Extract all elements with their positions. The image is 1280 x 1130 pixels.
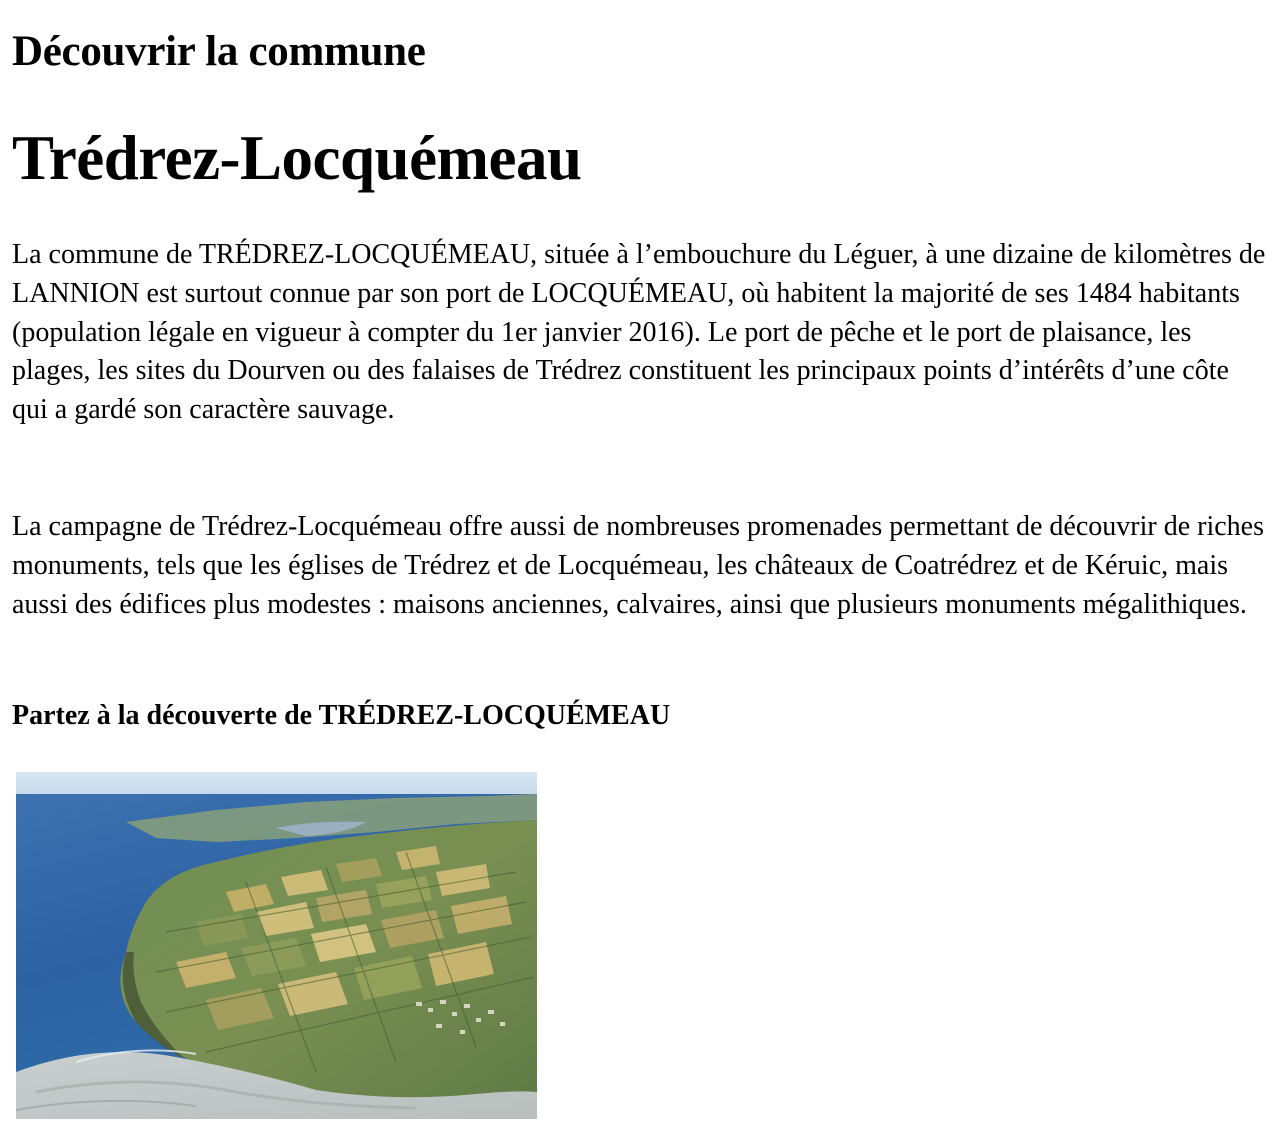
countryside-paragraph: La campagne de Trédrez-Locquémeau offre aussi de nombreuses promenades permettant de découvrir de riches monuments, tels que les églises de Trédrez et de Locquémeau, les châteaux de Coatrédrez et de Kéruic, mais aussi des édifices plus modestes : maisons anciennes, calvaires, ainsi que plusieurs monuments mégalithiques. (12, 511, 1264, 620)
discover-heading: Partez à la découverte de TRÉDREZ-LOCQUÉMEAU (12, 700, 671, 731)
intro-paragraph: La commune de TRÉDREZ-LOCQUÉMEAU, située à l’embouchure du Léguer, à une dizaine de kilomètres de LANNION est surtout connue par son port de LOCQUÉMEAU, où habitent la majorité de ses 1484 habitants (population légale en vigueur à compter du 1er janvier 2016). Le port de pêche et le port de plaisance, les plages, les sites du Dourven ou des falaises de Trédrez constituent les principaux points d’intérêts d’une côte qui a gardé son caractère sauvage. (12, 239, 1266, 426)
aerial-coastline-photo (16, 772, 537, 1119)
section-title: Découvrir la commune (12, 28, 426, 75)
page-title: Trédrez-Locquémeau (12, 123, 582, 193)
